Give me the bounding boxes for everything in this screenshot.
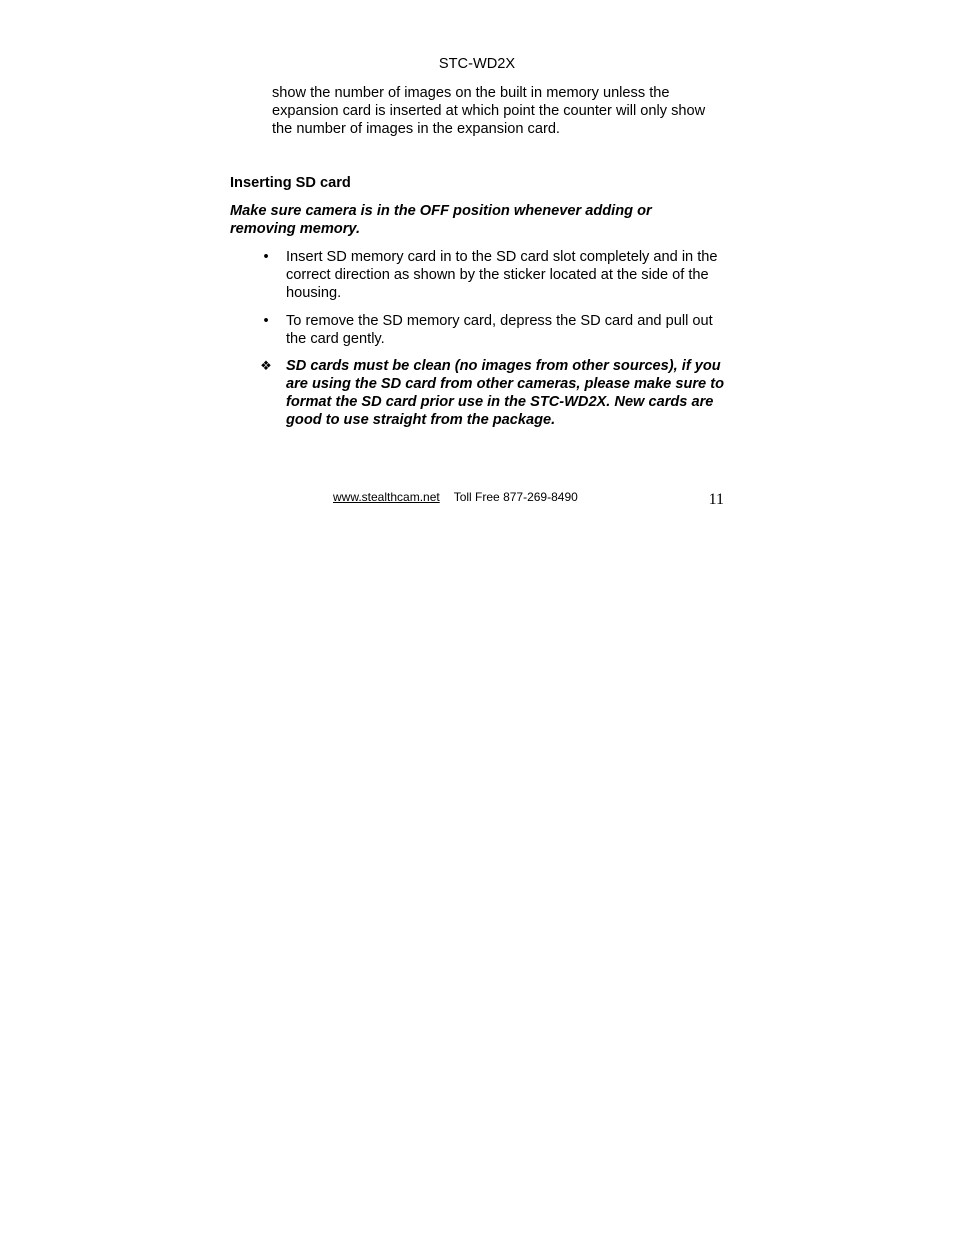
intro-paragraph: show the number of images on the built in memory unless the expansion card is inserted at which point the counter will only show the number of images in the expansion card.	[272, 85, 706, 137]
list-item-text: To remove the SD memory card, depress the SD card and pull out the card gently.	[286, 313, 713, 347]
list-item	[256, 312, 726, 348]
list-item	[256, 357, 726, 429]
section-heading: Inserting SD card	[230, 175, 351, 191]
diamond-bullet-icon: ❖	[260, 358, 272, 373]
list-item	[256, 248, 726, 302]
bullet-icon: •	[263, 249, 269, 265]
toll-free-number: Toll Free 877-269-8490	[453, 490, 578, 504]
page-header-title: STC-WD2X	[438, 56, 516, 72]
page-footer	[333, 489, 578, 505]
warning-note: Make sure camera is in the OFF position whenever adding or removing memory.	[230, 203, 652, 237]
website-link[interactable]: www.stealthcam.net	[333, 490, 440, 504]
page-number: 11	[708, 491, 724, 508]
list-item-text: Insert SD memory card in to the SD card slot completely and in the correct direction as shown by the sticker located at the side of the housing.	[286, 249, 718, 301]
list-item-text: SD cards must be clean (no images from other sources), if you are using the SD card from other cameras, please make sure to format the SD card prior use in the STC-WD2X. New cards are good to use straight from the package.	[286, 358, 724, 428]
bullet-icon: •	[263, 313, 269, 329]
